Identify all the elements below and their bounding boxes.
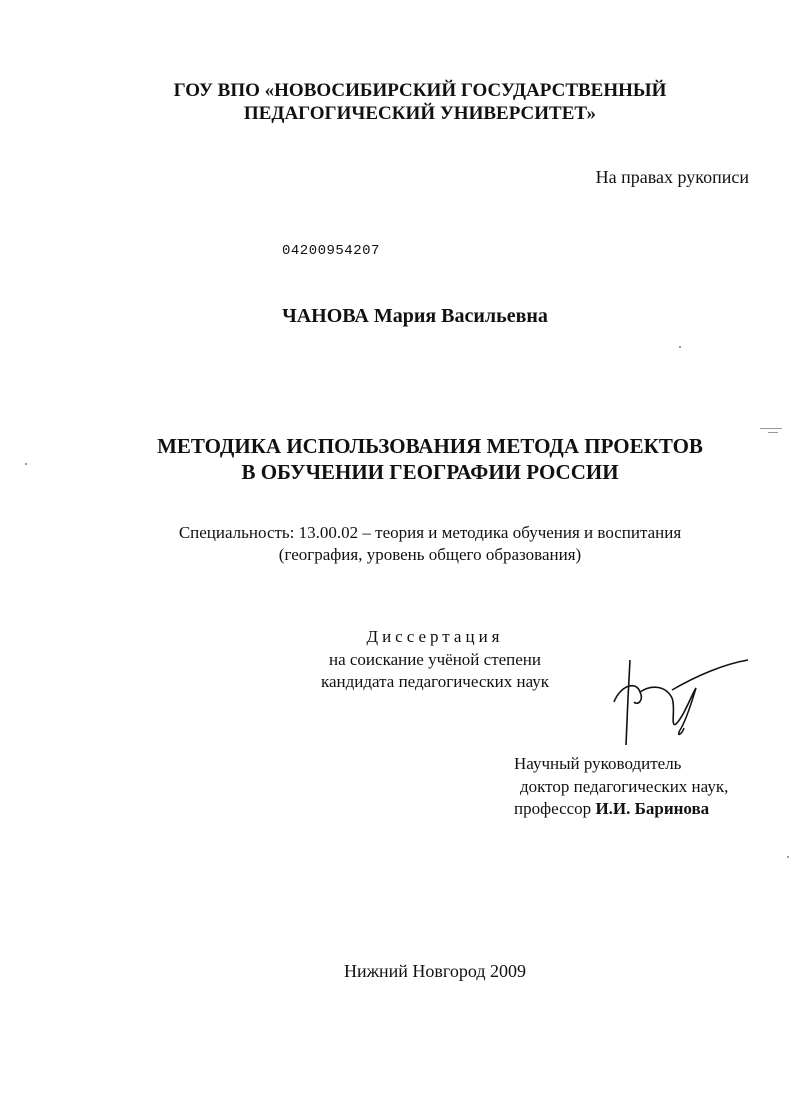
- scan-mark: [679, 346, 681, 348]
- supervisor-role: Научный руководитель: [514, 754, 682, 773]
- title-line-1: МЕТОДИКА ИСПОЛЬЗОВАНИЯ МЕТОДА ПРОЕКТОВ: [157, 434, 703, 458]
- specialty: [100, 522, 760, 566]
- author-surname: ЧАНОВА: [282, 305, 369, 327]
- scan-mark: [768, 432, 778, 433]
- title-line-2: В ОБУЧЕНИИ ГЕОГРАФИИ РОССИИ: [241, 460, 619, 484]
- dissertation-label: Диссертация: [366, 627, 504, 646]
- supervisor-name-line: [514, 797, 784, 821]
- manuscript-rights: На правах рукописи: [595, 167, 749, 187]
- author-name: [200, 305, 630, 328]
- institution-line-1: ГОУ ВПО «НОВОСИБИРСКИЙ ГОСУДАРСТВЕННЫЙ: [173, 80, 667, 101]
- supervisor-title: профессор: [514, 799, 592, 818]
- scan-mark: [760, 428, 782, 429]
- scan-mark: [25, 463, 27, 465]
- signature-icon: [600, 650, 760, 750]
- dissertation-title: [100, 433, 760, 485]
- institution-line-2: ПЕДАГОГИЧЕСКИЙ УНИВЕРСИТЕТ»: [243, 103, 597, 124]
- author-given-names: Мария Васильевна: [373, 305, 548, 327]
- city-year: Нижний Новгород 2009: [343, 961, 527, 981]
- supervisor-name: И.И. Баринова: [595, 799, 710, 818]
- catalog-number: 04200954207: [282, 243, 380, 259]
- specialty-line-2: (география, уровень общего образования): [278, 545, 582, 564]
- scan-mark: [787, 856, 789, 858]
- specialty-line-1: Специальность: 13.00.02 – теория и методика обучения и воспитания: [178, 523, 682, 542]
- degree-line-2: кандидата педагогических наук: [320, 672, 550, 691]
- supervisor-degree: доктор педагогических наук,: [520, 777, 729, 796]
- institution-name: [120, 79, 720, 125]
- degree-line-1: на соискание учёной степени: [328, 650, 542, 669]
